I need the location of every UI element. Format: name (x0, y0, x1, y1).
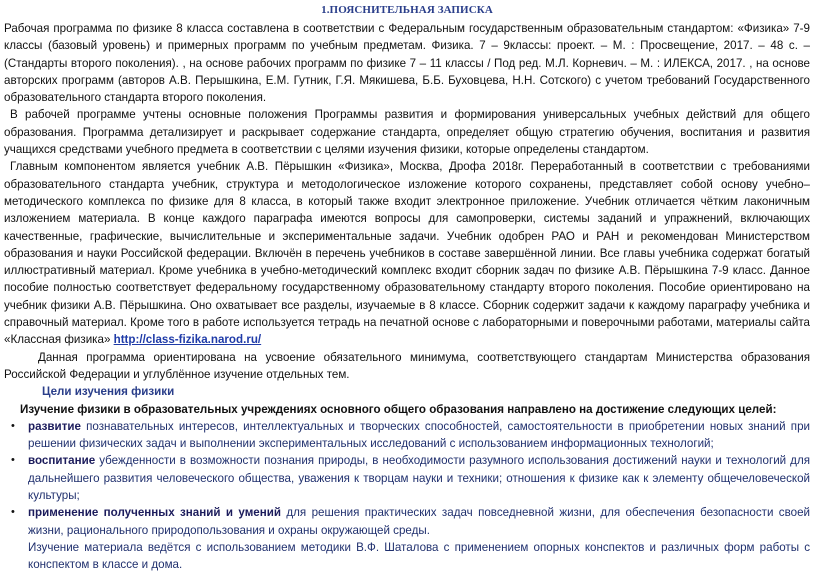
goals-list (4, 418, 810, 539)
goals-heading: Цели изучения физики (42, 385, 175, 399)
class-fizika-link[interactable]: http://class-fizika.narod.ru/ (113, 333, 262, 347)
goal-item-application (11, 504, 811, 539)
paragraph-uud-program: В рабочей программе учтены основные положения Программы развития и формирования универсальных учебных действий для общего образования. Программа детализирует и раскрывает содержание стандарта, определяет общую стратегию обучения, воспитания и развития учащихся средствами учебного предмета в соответствии с целями изучения физики, которые определены стандартом. (4, 108, 810, 157)
paragraph-program-basis: Рабочая программа по физике 8 класса составлена в соответствии с Федеральным государственным образовательным стандартом: «Физика» 7-9 классы (базовый уровень) и примерных программ по учебным предметам. Физика. 7 – 9классы: проект. – М. : Просвещение, 2017. – 48 с. – (Стандарты второго поколения). , на основе рабочих программ по физике 7 – 11 классы / Под ред. М.Л. Корневич. – М. : ИЛЕКСА, 2017. , на основе авторских программ (авторов А.В. Перышкина, Е.М. Гутник, Г.Я. Мякишева, Б.Б. Буховцева, Н.Н. Сотского) с учетом требований Государственного образовательного стандарта второго поколения. (4, 22, 810, 105)
goal-keyword: воспитание (28, 454, 96, 468)
bullet-icon: • (11, 419, 15, 432)
goal-item-development (11, 418, 810, 453)
paragraph-method: Изучение материала ведётся с использованием методики В.Ф. Шаталова с применением опорных конспектов и различных форм работы с конспектом в классе и дома. (28, 540, 810, 572)
goal-keyword: развитие (28, 419, 81, 433)
bullet-icon: • (11, 506, 15, 519)
goal-text: познавательных интересов, интеллектуальных и творческих способностей, самостоятельности в приобретении новых знаний при решении физических задач и выполнении экспериментальных исследований с использованием информационных технологий; (28, 419, 810, 451)
goal-text: убежденности в возможности познания природы, в необходимости разумного использования достижений науки и технологий для дальнейшего развития человеческого общества, уважения к творцам науки и техники; отношения к физике как к элементу общечеловеческой культуры; (28, 454, 810, 503)
paragraph-orientation: Данная программа ориентирована на усвоение обязательного минимума, соответствующего стандартам Министерства образования Российской Федерации и углублённое изучение отдельных тем. (4, 350, 810, 381)
goal-item-upbringing (11, 452, 810, 504)
paragraph-textbook (4, 158, 810, 348)
bullet-icon: • (11, 454, 15, 467)
paragraph-textbook-text: Главным компонентом является учебник А.В. Пёрышкин «Физика», Москва, Дрофа 2018г. Переработанный в соответствии с требованиями образовательного стандарта учебник, структура и методологическое изложение которого сохранены, представляет собой основу учебно–методического комплекса по физике для 8 класса, в который также входит электронное приложение. Учебник отличается чётким лаконичным изложением материала. В конце каждого параграфа имеются вопросы для самопроверки, системы заданий и упражнений, включающих качественные, графические, вычислительные и экспериментальные задачи. Учебник одобрен РАО и РАН и рекомендован Министерством образования и науки Российской федерации. Включён в перечень учебников в составе завершённой линии. Все главы учебника содержат богатый иллюстративный материал. Кроме учебника в учебно-методический комплекс входит сборник задач по физике А.В. Пёрышкина 7-9 класс. Данное пособие полностью соответствует федеральному государственному образовательному стандарту второго поколения. Пособие ориентировано на учебник физики А.В. Пёрышкина. Оно охватывает все разделы, изучаемые в 8 классе. Сборник содержит задачи к каждому параграфу учебника и справочный материал. Кроме того в работе используется тетрадь на печатной основе с лабораторными и поверочными работами, материалы сайта «Классная физика» (4, 160, 810, 347)
goal-keyword: применение полученных знаний и умений (28, 506, 281, 520)
goals-intro: Изучение физики в образовательных учреждениях основного общего образования направлено на достижение следующих целей: (20, 402, 777, 416)
goal-text: для решения практических задач повседневной жизни, для обеспечения безопасности своей жизни, рационального природопользования и охраны окружающей среды. (28, 506, 811, 537)
page-title: 1.ПОЯСНИТЕЛЬНАЯ ЗАПИСКА (321, 4, 493, 16)
